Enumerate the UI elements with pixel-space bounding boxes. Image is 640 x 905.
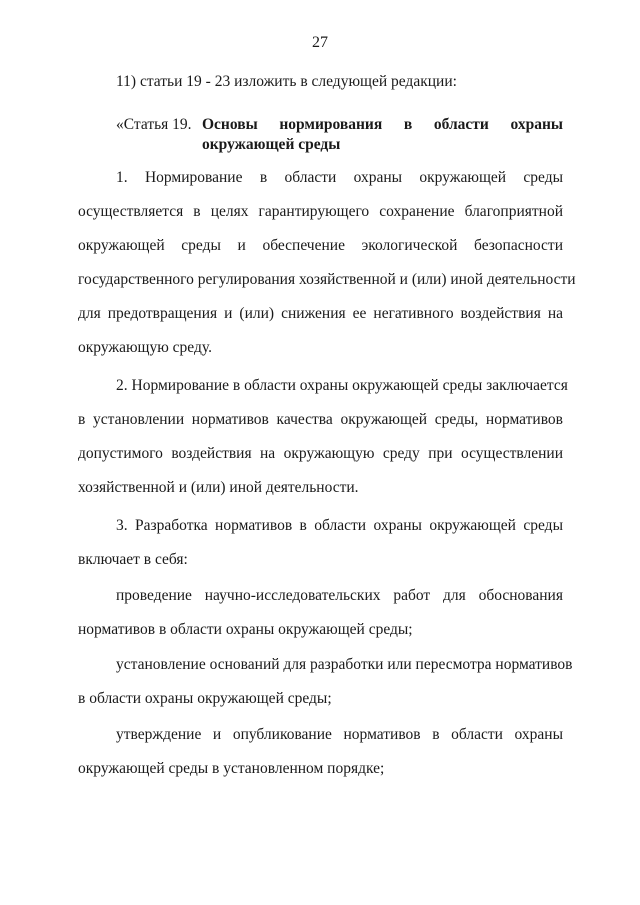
list-item-research <box>78 579 563 647</box>
paragraph-line: для предотвращения и (или) снижения ее негативного воздействия на <box>78 305 563 322</box>
paragraph-line: окружающей среды и обеспечение экологической безопасности <box>78 237 563 254</box>
article-title <box>202 115 563 155</box>
paragraph-line: осуществляется в целях гарантирующего сохранение благоприятной <box>78 203 563 220</box>
paragraph-line: в области охраны окружающей среды; <box>78 690 332 707</box>
paragraph-line: 2. Нормирование в области охраны окружающей среды заключается <box>116 377 568 394</box>
paragraph-line: допустимого воздействия на окружающую среду при осуществлении <box>78 445 563 462</box>
paragraph-line: окружающую среду. <box>78 339 212 356</box>
paragraph-line: 3. Разработка нормативов в области охраны окружающей среды <box>116 517 563 534</box>
paragraph-1 <box>78 161 576 365</box>
paragraph-line: включает в себя: <box>78 551 188 568</box>
paragraph-line: проведение научно-исследовательских работ для обоснования <box>116 587 563 604</box>
paragraph-line: установление оснований для разработки или пересмотра нормативов <box>116 656 573 673</box>
paragraph-3 <box>78 509 563 577</box>
list-item-grounds <box>78 648 573 716</box>
amendment-lead: 11) статьи 19 - 23 изложить в следующей редакции: <box>116 73 457 90</box>
article-title-line-1: Основы нормирования в области охраны <box>202 116 563 133</box>
article-number: «Статья 19. <box>116 116 192 133</box>
paragraph-line: хозяйственной и (или) иной деятельности. <box>78 479 359 496</box>
paragraph-line: нормативов в области охраны окружающей среды; <box>78 621 413 638</box>
page-number: 27 <box>312 34 328 51</box>
paragraph-2 <box>78 369 568 505</box>
paragraph-line: окружающей среды в установленном порядке; <box>78 760 385 777</box>
paragraph-line: утверждение и опубликование нормативов в области охраны <box>116 726 563 743</box>
paragraph-line: 1. Нормирование в области охраны окружающей среды <box>116 169 563 186</box>
article-title-line-2: окружающей среды <box>202 136 341 153</box>
list-item-approval <box>78 718 563 786</box>
paragraph-line: в установлении нормативов качества окружающей среды, нормативов <box>78 411 563 428</box>
paragraph-line: государственного регулирования хозяйственной и (или) иной деятельности <box>78 271 576 288</box>
